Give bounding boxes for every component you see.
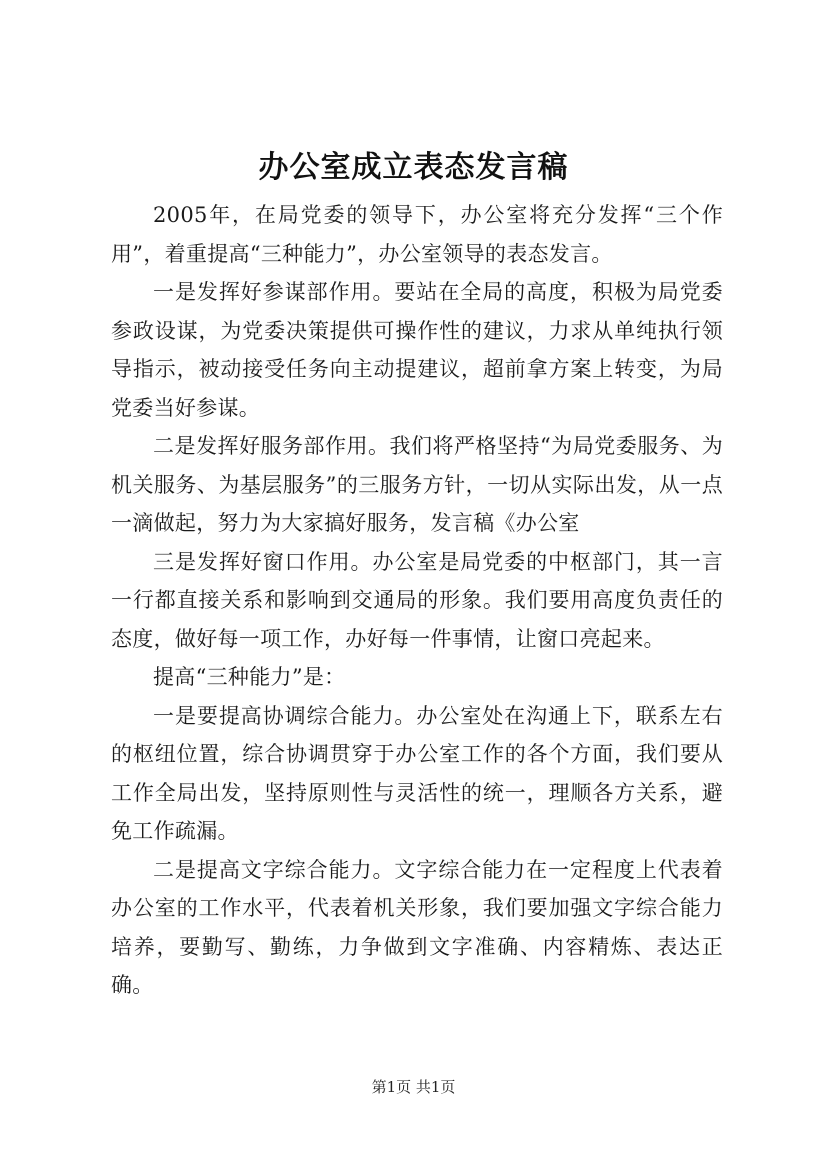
paragraph-window-role: 三是发挥好窗口作用。办公室是局党委的中枢部门，其一言一行都直接关系和影响到交通局的形象。我们要用高度负责任的态度，做好每一项工作，办好每一件事情，让窗口亮起来。 (111, 549, 723, 651)
paragraph-writing-ability: 二是提高文字综合能力。文字综合能力在一定程度上代表着办公室的工作水平，代表着机关形象，我们要加强文字综合能力培养，要勤写、勤练，力争做到文字准确、内容精炼、表达正确。 (111, 857, 723, 997)
page-number-footer: 第1页 共1页 (371, 1078, 456, 1096)
paragraph-three-abilities-heading: 提高“三种能力”是： (153, 665, 346, 689)
document-title: 办公室成立表态发言稿 (258, 150, 569, 185)
paragraph-staff-role: 一是发挥好参谋部作用。要站在全局的高度，积极为局党委参政设谋，为党委决策提供可操作性的建议，力求从单纯执行领导指示，被动接受任务向主动提建议，超前拿方案上转变，为局党委当好参谋。 (111, 280, 723, 420)
paragraph-intro: 2005年，在局党委的领导下，办公室将充分发挥“三个作用”，着重提高“三种能力”，办公室领导的表态发言。 (111, 203, 723, 266)
paragraph-coordination-ability: 一是要提高协调综合能力。办公室处在沟通上下，联系左右的枢纽位置，综合协调贯穿于办公室工作的各个方面，我们要从工作全局出发，坚持原则性与灵活性的统一，理顺各方关系，避免工作疏漏。 (111, 703, 723, 843)
paragraph-service-role: 二是发挥好服务部作用。我们将严格坚持“为局党委服务、为机关服务、为基层服务”的三服务方针，一切从实际出发，从一点一滴做起，努力为大家搞好服务，发言稿《办公室 (111, 434, 723, 535)
document-body (111, 196, 723, 1005)
